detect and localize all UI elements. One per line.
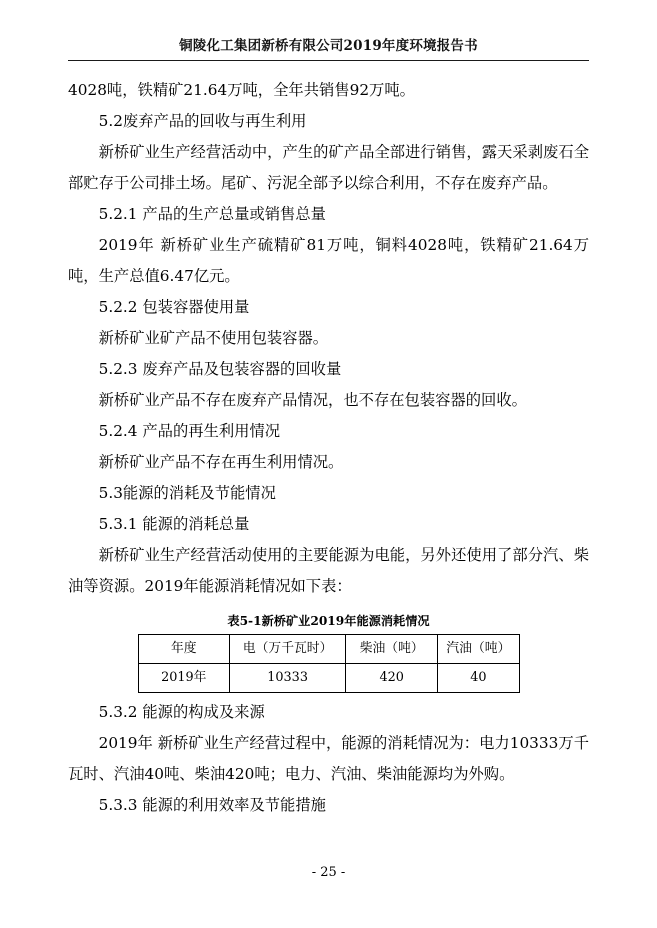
paragraph: 新桥矿业生产经营活动中，产生的矿产品全部进行销售，露天采剥废石全部贮存于公司排土场。尾矿、污泥全部予以综合利用，不存在废弃产品。 xyxy=(68,143,589,192)
table-header-cell: 柴油（吨） xyxy=(346,635,438,664)
paragraph: 2019年 新桥矿业生产硫精矿81万吨，铜料4028吨，铁精矿21.64万吨，生产总值6.47亿元。 xyxy=(68,236,589,285)
page-number: - 25 - xyxy=(311,865,346,880)
paragraph: 新桥矿业产品不存在废弃产品情况，也不存在包装容器的回收。 xyxy=(98,391,527,409)
table-header-cell: 年度 xyxy=(138,635,230,664)
paragraph: 5.2废弃产品的回收与再生利用 xyxy=(98,112,307,130)
paragraph: 新桥矿业生产经营活动使用的主要能源为电能，另外还使用了部分汽、柴油等资源。2019年能源消耗情况如下表： xyxy=(68,546,589,595)
table-header-row xyxy=(138,635,519,664)
table-cell: 2019年 xyxy=(138,664,230,693)
paragraph: 新桥矿业产品不存在再生利用情况。 xyxy=(98,453,344,471)
body-after-table xyxy=(68,697,589,821)
paragraph: 5.2.4 产品的再生利用情况 xyxy=(98,422,281,440)
table-cell: 10333 xyxy=(230,664,346,693)
document-body xyxy=(68,75,589,821)
energy-consumption-table xyxy=(138,634,520,693)
table-cell: 40 xyxy=(438,664,519,693)
paragraph: 5.3.1 能源的消耗总量 xyxy=(98,515,250,533)
page-header-title: 铜陵化工集团新桥有限公司2019年度环境报告书 xyxy=(179,38,478,54)
header-divider xyxy=(68,60,589,61)
table-cell: 420 xyxy=(346,664,438,693)
paragraph: 2019年 新桥矿业生产经营过程中，能源的消耗情况为：电力10333万千瓦时、汽油40吨、柴油420吨；电力、汽油、柴油能源均为外购。 xyxy=(68,734,589,783)
paragraph: 5.3.2 能源的构成及来源 xyxy=(98,703,265,721)
table-caption: 表5-1新桥矿业2019年能源消耗情况 xyxy=(227,614,430,628)
table-header-cell: 电（万千瓦时） xyxy=(230,635,346,664)
paragraph: 5.3能源的消耗及节能情况 xyxy=(98,484,276,502)
paragraph: 5.2.3 废弃产品及包装容器的回收量 xyxy=(98,360,342,378)
paragraph: 5.2.1 产品的生产总量或销售总量 xyxy=(98,205,326,223)
paragraph: 5.3.3 能源的利用效率及节能措施 xyxy=(98,796,326,814)
paragraph: 4028吨，铁精矿21.64万吨，全年共销售92万吨。 xyxy=(68,81,415,99)
paragraph: 5.2.2 包装容器使用量 xyxy=(98,298,250,316)
table-row xyxy=(138,664,519,693)
paragraph: 新桥矿业矿产品不使用包装容器。 xyxy=(98,329,329,347)
table-header-cell: 汽油（吨） xyxy=(438,635,519,664)
